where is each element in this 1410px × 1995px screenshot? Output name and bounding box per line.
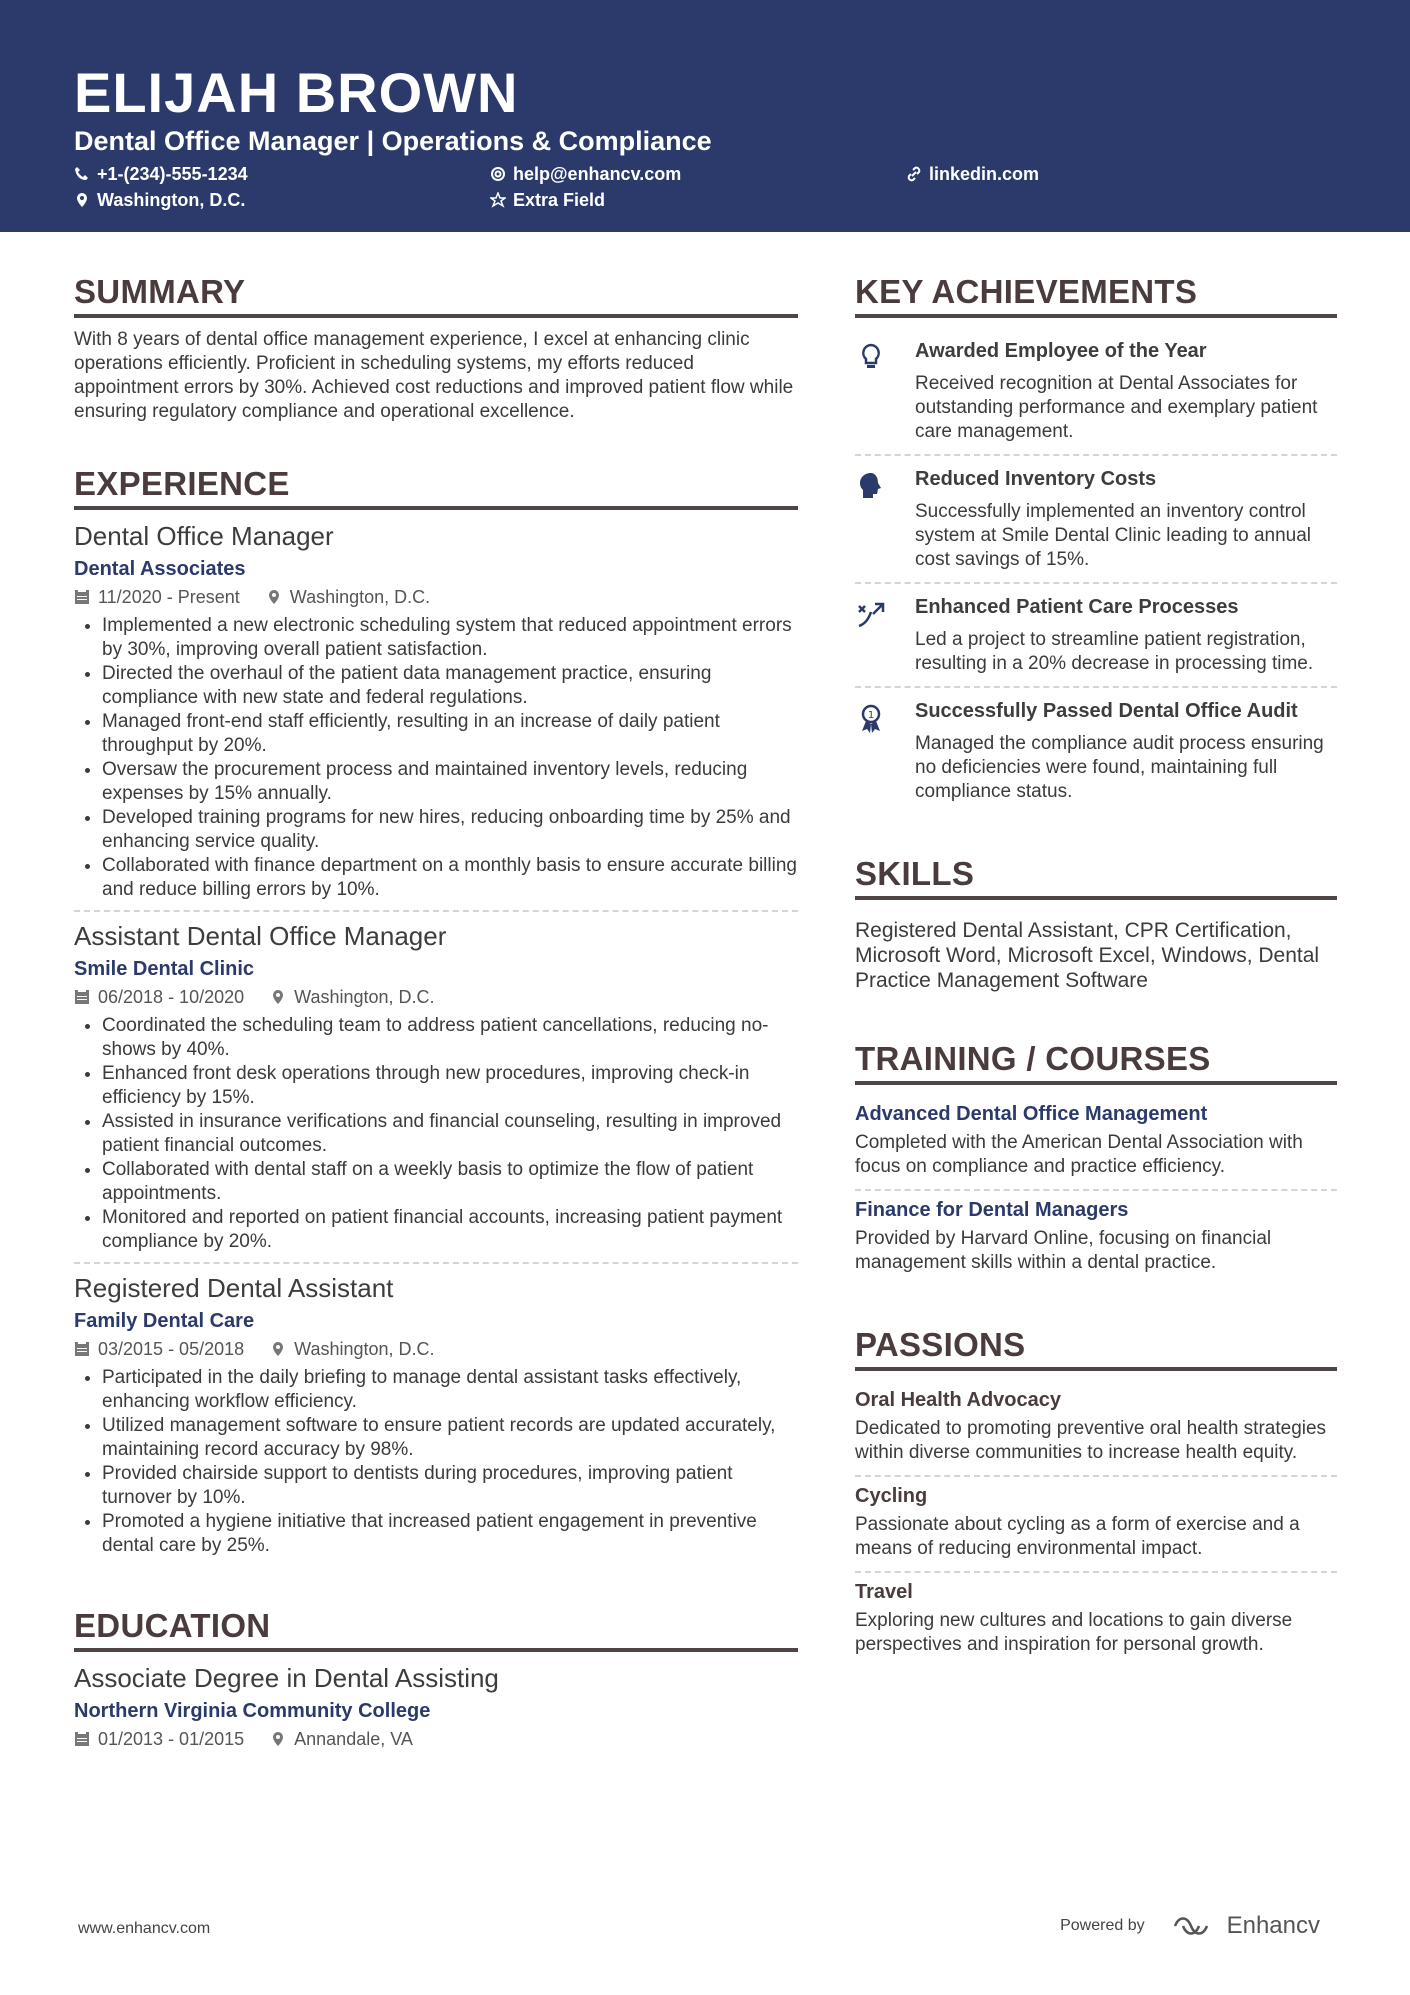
job-dates-item bbox=[74, 1336, 244, 1362]
passion-item bbox=[855, 1573, 1337, 1667]
job-bullet: • Directed the overhaul of the patient data management practice, ensuring compliance with new state and federal regulations. bbox=[102, 662, 798, 710]
passions-list bbox=[855, 1381, 1337, 1667]
phone-text: +1-(234)-555-1234 bbox=[97, 164, 248, 184]
achievements-section bbox=[855, 272, 1337, 814]
right-column bbox=[855, 272, 1337, 1707]
calendar-icon bbox=[74, 1731, 90, 1747]
job-bullet: • Promoted a hygiene initiative that increased patient engagement in preventive dental care by 25%. bbox=[102, 1510, 798, 1558]
job-title: Assistant Dental Office Manager bbox=[74, 921, 447, 951]
course-item bbox=[855, 1095, 1337, 1191]
achievement-title: Awarded Employee of the Year bbox=[915, 340, 1207, 362]
skills-text: Registered Dental Assistant, CPR Certification, Microsoft Word, Microsoft Excel, Windows, Dental Practice Management Software bbox=[855, 919, 1320, 992]
candidate-name: ELIJAH BROWN bbox=[74, 61, 519, 124]
passion-title: Cycling bbox=[855, 1485, 928, 1507]
job-bullet: • Assisted in insurance verifications and financial counseling, resulting in improved patient financial outcomes. bbox=[102, 1110, 798, 1158]
experience-entry bbox=[74, 920, 798, 1264]
education-location-item bbox=[270, 1726, 413, 1752]
job-bullet: • Implemented a new electronic scheduling system that reduced appointment errors by 30%, improving overall patient satisfaction. bbox=[102, 614, 798, 662]
achievement-item bbox=[855, 584, 1337, 688]
job-bullet: • Coordinated the scheduling team to address patient cancellations, reducing no-shows by 40%. bbox=[102, 1014, 798, 1062]
job-bullets bbox=[74, 1366, 798, 1558]
contact-extra bbox=[490, 189, 605, 211]
contact-linkedin[interactable] bbox=[906, 163, 1039, 185]
link-icon bbox=[906, 166, 922, 182]
summary-text: With 8 years of dental office management experience, I excel at enhancing clinic operations efficiently. Proficient in scheduling systems, my efforts reduced appointment errors by 30%. Achieved cost reductions and improved patient flow while ensuring regulatory compliance and operational excellence. bbox=[74, 329, 794, 422]
achievement-description: Received recognition at Dental Associates for outstanding performance and exemplary patient care management. bbox=[915, 373, 1318, 442]
achievement-title: Successfully Passed Dental Office Audit bbox=[915, 700, 1298, 722]
company-name: Smile Dental Clinic bbox=[74, 958, 255, 980]
job-bullet: • Enhanced front desk operations through new procedures, improving check-in efficiency by 15%. bbox=[102, 1062, 798, 1110]
company-name: Family Dental Care bbox=[74, 1310, 255, 1332]
location-pin-icon bbox=[270, 1731, 286, 1747]
job-dates-item bbox=[74, 584, 240, 610]
location-pin-icon bbox=[266, 589, 282, 605]
phone-icon bbox=[74, 166, 90, 182]
passion-description: Exploring new cultures and locations to gain diverse perspectives and inspiration for personal growth. bbox=[855, 1610, 1293, 1655]
medal-icon bbox=[855, 698, 915, 804]
education-section bbox=[74, 1606, 798, 1752]
job-bullet: • Monitored and reported on patient financial accounts, increasing patient payment compliance by 20%. bbox=[102, 1206, 798, 1254]
job-location: Washington, D.C. bbox=[294, 1339, 435, 1359]
passions-section bbox=[855, 1325, 1337, 1667]
contact-location bbox=[74, 189, 245, 211]
job-bullet: • Developed training programs for new hires, reducing onboarding time by 25% and enhancing service quality. bbox=[102, 806, 798, 854]
job-bullet: • Collaborated with finance department on a monthly basis to ensure accurate billing and reduce billing errors by 10%. bbox=[102, 854, 798, 902]
achievement-description: Managed the compliance audit process ensuring no deficiencies were found, maintaining full compliance status. bbox=[915, 733, 1324, 802]
training-section bbox=[855, 1039, 1337, 1285]
achievements-heading: KEY ACHIEVEMENTS bbox=[855, 272, 1337, 318]
experience-heading: EXPERIENCE bbox=[74, 464, 798, 510]
education-degree: Associate Degree in Dental Assisting bbox=[74, 1663, 499, 1693]
job-title: Registered Dental Assistant bbox=[74, 1273, 394, 1303]
job-meta bbox=[74, 1336, 798, 1362]
skills-heading: SKILLS bbox=[855, 854, 1337, 900]
achievement-item bbox=[855, 456, 1337, 584]
education-location: Annandale, VA bbox=[294, 1729, 413, 1749]
email-text[interactable]: help@enhancv.com bbox=[513, 164, 682, 184]
education-school: Northern Virginia Community College bbox=[74, 1700, 431, 1722]
experience-entry bbox=[74, 1272, 798, 1566]
job-dates: 06/2018 - 10/2020 bbox=[98, 987, 245, 1007]
company-name: Dental Associates bbox=[74, 558, 246, 580]
job-bullet: • Utilized management software to ensure patient records are updated accurately, maintaining record accuracy by 98%. bbox=[102, 1414, 798, 1462]
extra-text: Extra Field bbox=[513, 190, 606, 210]
resume-header bbox=[0, 0, 1410, 232]
star-icon bbox=[490, 192, 506, 208]
brand-logo[interactable] bbox=[1171, 1912, 1320, 1940]
training-heading: TRAINING / COURSES bbox=[855, 1039, 1337, 1085]
passion-description: Dedicated to promoting preventive oral health strategies within diverse communities to increase health equity. bbox=[855, 1418, 1327, 1463]
passion-description: Passionate about cycling as a form of exercise and a means of reducing environmental impact. bbox=[855, 1514, 1300, 1559]
experience-entry bbox=[74, 520, 798, 912]
job-bullets bbox=[74, 1014, 798, 1254]
lightbulb-icon bbox=[855, 338, 915, 444]
calendar-icon bbox=[74, 989, 90, 1005]
experience-section bbox=[74, 464, 798, 1566]
left-column bbox=[74, 272, 798, 1792]
achievement-item bbox=[855, 328, 1337, 456]
enhancv-logo-icon bbox=[1171, 1914, 1219, 1938]
job-bullet: • Collaborated with dental staff on a weekly basis to optimize the flow of patient appointments. bbox=[102, 1158, 798, 1206]
footer-website[interactable]: www.enhancv.com bbox=[78, 1920, 211, 1937]
achievement-title: Reduced Inventory Costs bbox=[915, 468, 1157, 490]
achievement-item bbox=[855, 688, 1337, 814]
passion-item bbox=[855, 1477, 1337, 1573]
job-meta bbox=[74, 984, 798, 1010]
svg-text:1: 1 bbox=[867, 710, 875, 721]
skills-section bbox=[855, 854, 1337, 993]
location-text: Washington, D.C. bbox=[97, 190, 246, 210]
contact-phone bbox=[74, 163, 248, 185]
job-location-item bbox=[270, 1336, 434, 1362]
passion-item bbox=[855, 1381, 1337, 1477]
location-pin-icon bbox=[74, 192, 90, 208]
candidate-headline: Dental Office Manager | Operations & Compliance bbox=[74, 126, 712, 156]
training-list bbox=[855, 1095, 1337, 1285]
powered-by-text: Powered by bbox=[1060, 1917, 1145, 1934]
job-bullet: • Managed front-end staff efficiently, resulting in an increase of daily patient throughput by 20%. bbox=[102, 710, 798, 758]
jobs-list bbox=[74, 520, 798, 1566]
contact-email[interactable] bbox=[490, 163, 681, 185]
achievements-list bbox=[855, 328, 1337, 814]
achievement-title: Enhanced Patient Care Processes bbox=[915, 596, 1239, 618]
course-description: Completed with the American Dental Association with focus on compliance and practice efficiency. bbox=[855, 1132, 1303, 1177]
job-bullet: • Provided chairside support to dentists during procedures, improving patient turnover by 10%. bbox=[102, 1462, 798, 1510]
achievement-description: Led a project to streamline patient registration, resulting in a 20% decrease in processing time. bbox=[915, 629, 1314, 674]
calendar-icon bbox=[74, 589, 90, 605]
education-heading: EDUCATION bbox=[74, 1606, 798, 1652]
calendar-icon bbox=[74, 1341, 90, 1357]
job-location: Washington, D.C. bbox=[294, 987, 435, 1007]
footer-branding bbox=[1060, 1912, 1320, 1940]
achievement-description: Successfully implemented an inventory control system at Smile Dental Clinic leading to annual cost savings of 15%. bbox=[915, 501, 1312, 570]
passions-heading: PASSIONS bbox=[855, 1325, 1337, 1371]
job-bullets bbox=[74, 614, 798, 902]
course-title: Advanced Dental Office Management bbox=[855, 1103, 1208, 1125]
job-location: Washington, D.C. bbox=[289, 587, 431, 607]
job-bullet: • Participated in the daily briefing to manage dental assistant tasks effectively, enhancing workflow efficiency. bbox=[102, 1366, 798, 1414]
passion-title: Oral Health Advocacy bbox=[855, 1389, 1062, 1411]
education-dates-item bbox=[74, 1726, 244, 1752]
job-dates: 11/2020 - Present bbox=[98, 587, 240, 607]
job-location-item bbox=[266, 584, 430, 610]
linkedin-text[interactable]: linkedin.com bbox=[929, 164, 1040, 184]
head-icon bbox=[855, 466, 915, 572]
passion-title: Travel bbox=[855, 1581, 913, 1603]
summary-section bbox=[74, 272, 798, 424]
job-location-item bbox=[270, 984, 434, 1010]
job-dates: 03/2015 - 05/2018 bbox=[98, 1339, 245, 1359]
job-dates-item bbox=[74, 984, 244, 1010]
course-item bbox=[855, 1191, 1337, 1285]
at-icon bbox=[490, 166, 506, 182]
location-pin-icon bbox=[270, 989, 286, 1005]
job-title: Dental Office Manager bbox=[74, 521, 334, 551]
summary-heading: SUMMARY bbox=[74, 272, 798, 318]
strategy-icon bbox=[855, 594, 915, 676]
job-bullet: • Oversaw the procurement process and maintained inventory levels, reducing expenses by 15% annually. bbox=[102, 758, 798, 806]
location-pin-icon bbox=[270, 1341, 286, 1357]
job-meta bbox=[74, 584, 798, 610]
course-description: Provided by Harvard Online, focusing on financial management skills within a dental practice. bbox=[855, 1228, 1272, 1273]
course-title: Finance for Dental Managers bbox=[855, 1199, 1129, 1221]
education-dates: 01/2013 - 01/2015 bbox=[98, 1729, 245, 1749]
education-meta bbox=[74, 1726, 798, 1752]
brand-name: Enhancv bbox=[1226, 1912, 1320, 1939]
